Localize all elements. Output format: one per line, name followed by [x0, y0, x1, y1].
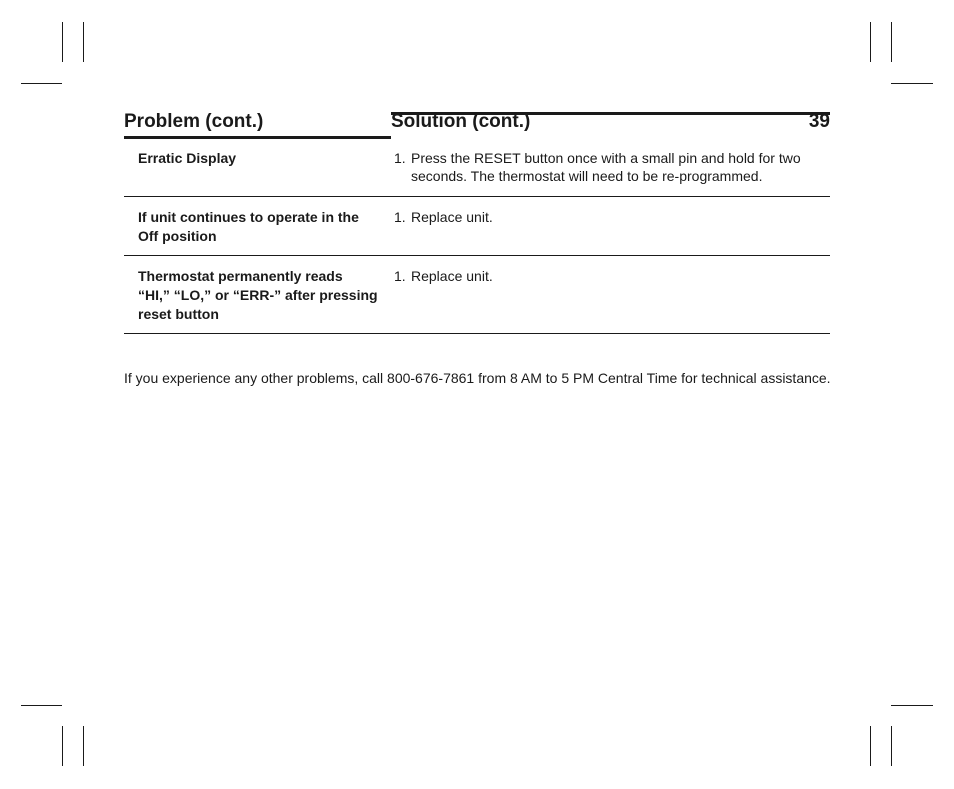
table-row [124, 256, 830, 334]
solution-column-title: Solution (cont.) [391, 111, 531, 132]
solution-column-header [391, 110, 830, 132]
problem-cell: Erratic Display [138, 150, 237, 166]
table-row [124, 197, 830, 256]
crop-mark [21, 705, 62, 706]
table-row [124, 138, 830, 197]
crop-mark [891, 705, 933, 706]
crop-mark [891, 83, 933, 84]
crop-mark [62, 22, 63, 62]
page-number: 39 [808, 111, 830, 132]
crop-mark [83, 726, 84, 766]
solution-step-text: Replace unit. [411, 209, 493, 225]
problem-column-title: Problem (cont.) [124, 110, 391, 139]
table-header [124, 110, 830, 138]
crop-mark [891, 726, 892, 766]
crop-mark [891, 22, 892, 62]
solution-cell [394, 267, 814, 285]
solution-step-number: 1. [394, 268, 406, 284]
support-contact-note: If you experience any other problems, call 800-676-7861 from 8 AM to 5 PM Central Time for technical assistance. [124, 370, 831, 386]
crop-mark [21, 83, 62, 84]
problem-cell: Thermostat permanently reads “HI,” “LO,” or “ERR-” after pressing reset button [138, 268, 378, 322]
crop-mark [870, 22, 871, 62]
solution-cell [394, 208, 814, 226]
solution-step-text: Press the RESET button once with a small pin and hold for two seconds. The thermostat will need to be re-programmed. [411, 150, 801, 184]
solution-step-number: 1. [394, 209, 406, 225]
solution-step-text: Replace unit. [411, 268, 493, 284]
solution-step-number: 1. [394, 150, 406, 166]
crop-mark [870, 726, 871, 766]
solution-cell [394, 149, 814, 185]
crop-mark [83, 22, 84, 62]
crop-mark [62, 726, 63, 766]
problem-cell: If unit continues to operate in the Off position [138, 209, 359, 244]
troubleshooting-table [124, 138, 830, 334]
